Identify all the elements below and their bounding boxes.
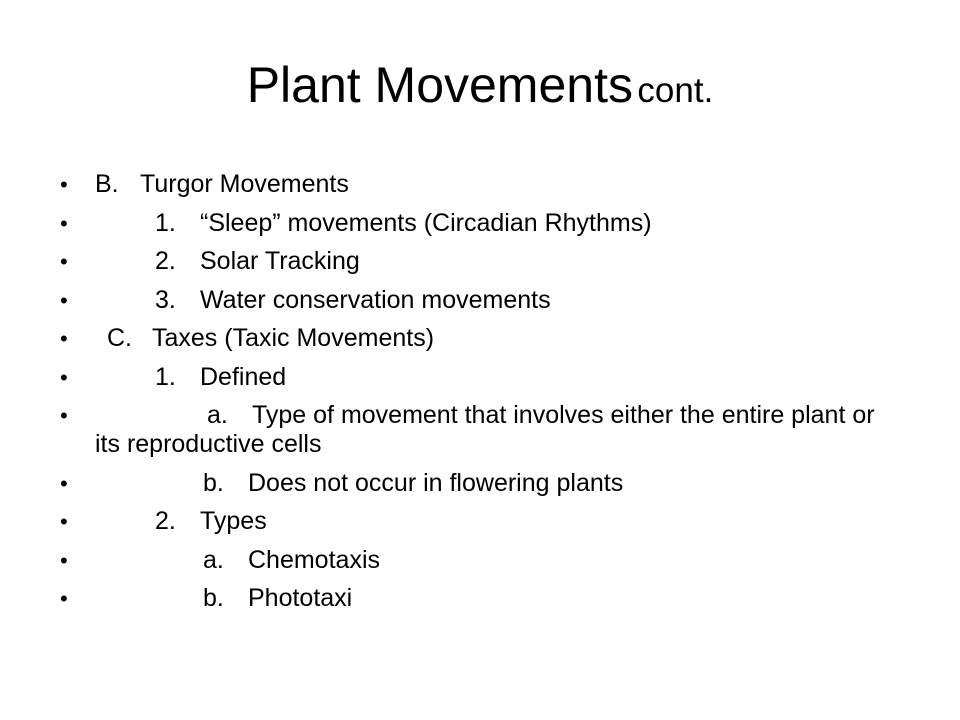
bullet-marker: a. — [207, 401, 228, 429]
bullet-marker: b. — [203, 584, 224, 612]
bullet-text: Turgor Movements — [140, 170, 349, 198]
bullet-item — [60, 247, 880, 276]
bullet-text: Solar Tracking — [200, 247, 360, 275]
slide-title-main: Plant Movements — [246, 57, 633, 113]
bullet-text: Defined — [200, 362, 287, 391]
bullet-marker: 1. — [155, 362, 176, 391]
bullet-dot-icon: • — [60, 249, 68, 274]
bullet-marker: a. — [203, 545, 224, 574]
bullet-text: Water conservation movements — [200, 285, 551, 314]
bullet-dot-icon: • — [60, 287, 68, 313]
bullet-dot-icon: • — [60, 172, 68, 197]
bullet-marker: B. — [95, 170, 119, 198]
bullet-item — [60, 401, 880, 459]
bullet-marker: 2. — [155, 507, 176, 535]
slide-title-suffix: cont. — [637, 71, 714, 110]
bullet-item — [60, 546, 880, 575]
bullet-dot-icon: • — [60, 210, 68, 236]
slide-title — [0, 57, 960, 113]
bullet-item — [60, 324, 880, 353]
bullet-text: Taxes (Taxic Movements) — [152, 324, 435, 352]
bullet-dot-icon: • — [60, 326, 68, 351]
bullet-list — [60, 170, 880, 623]
bullet-dot-icon: • — [60, 586, 68, 611]
bullet-dot-icon: • — [60, 509, 68, 534]
bullet-item — [60, 363, 880, 392]
bullet-dot-icon: • — [60, 403, 68, 428]
bullet-dot-icon: • — [60, 547, 68, 573]
bullet-item — [60, 286, 880, 315]
bullet-text: Does not occur in flowering plants — [248, 468, 624, 497]
bullet-text: “Sleep” movements (Circadian Rhythms) — [200, 208, 652, 237]
bullet-text: Type of movement that involves either the entire plant or its reproductive cells — [95, 401, 882, 458]
bullet-marker: 2. — [155, 247, 176, 275]
bullet-dot-icon: • — [60, 364, 68, 390]
bullet-marker: 3. — [155, 285, 176, 314]
bullet-marker: 1. — [155, 208, 176, 237]
bullet-marker: C. — [107, 324, 132, 352]
bullet-marker: b. — [203, 468, 224, 497]
bullet-item — [60, 469, 880, 498]
bullet-item — [60, 170, 880, 199]
bullet-item — [60, 507, 880, 536]
bullet-item — [60, 209, 880, 238]
bullet-dot-icon: • — [60, 470, 68, 496]
bullet-text: Chemotaxis — [248, 545, 380, 574]
bullet-text: Types — [200, 507, 267, 535]
bullet-item — [60, 584, 880, 613]
bullet-text: Phototaxi — [248, 584, 353, 612]
